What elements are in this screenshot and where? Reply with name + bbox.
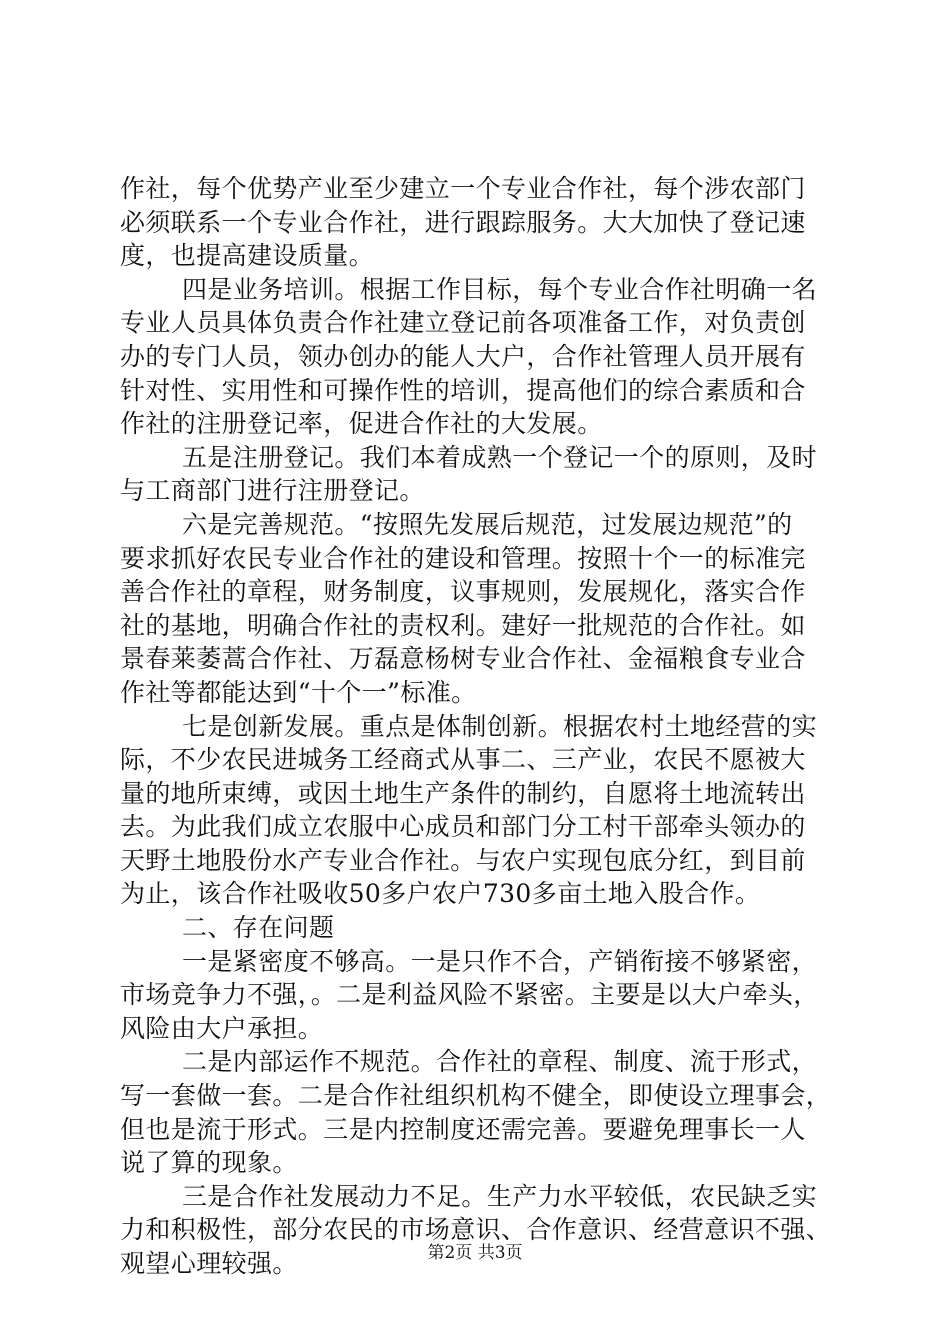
text-line: 善合作社的章程，财务制度，议事规则，发展规化，落实合作: [120, 577, 806, 607]
text-line: 度，也提高建设质量。: [120, 241, 375, 271]
text-line: 要求抓好农民专业合作社的建设和管理。按照十个一的标准完: [120, 543, 806, 573]
page-number: 第2页 共3页: [427, 1243, 523, 1263]
text-line: 作社等都能达到“十个一”标准。: [120, 677, 477, 707]
text-line: 五是注册登记。我们本着成熟一个登记一个的原则，及时: [182, 442, 818, 472]
text-line: 作社的注册登记率，促进合作社的大发展。: [120, 409, 603, 439]
text-line: 但也是流于形式。三是内控制度还需完善。要避免理事长一人: [120, 1114, 806, 1144]
text-line: 市场竞争力不强，。二是利益风险不紧密。主要是以大户牵头，: [120, 980, 819, 1010]
text-line: 三是合作社发展动力不足。生产力水平较低，农民缺乏实: [182, 1181, 818, 1211]
text-line: 二是内部运作不规范。合作社的章程、制度、流于形式，: [182, 1047, 818, 1077]
text-line: 专业人员具体负责合作社建立登记前各项准备工作，对负责创: [120, 308, 806, 338]
text-line: 风险由大户承担。: [120, 1013, 324, 1043]
text-line: 为止，该合作社吸收50多户农户730多亩土地入股合作。: [120, 879, 761, 909]
text-line: 写一套做一套。二是合作社组织机构不健全，即使设立理事会，: [120, 1081, 832, 1111]
text-line: 景春莱萎蒿合作社、万磊意杨树专业合作社、金福粮食专业合: [120, 644, 806, 674]
text-line: 一是紧密度不够高。一是只作不合，产销衔接不够紧密，: [182, 946, 818, 976]
text-line: 去。为此我们成立农服中心成员和部门分工村干部牵头领办的: [120, 812, 806, 842]
document-body: [120, 172, 832, 1281]
text-line: 际，不少农民进城务工经商式从事二、三产业，农民不愿被大: [120, 745, 806, 775]
text-line: 必须联系一个专业合作社，进行跟踪服务。大大加快了登记速: [120, 207, 806, 237]
text-line: 四是业务培训。根据工作目标，每个专业合作社明确一名: [182, 274, 818, 304]
text-line: 天野土地股份水产专业合作社。与农户实现包底分红，到目前: [120, 845, 806, 875]
text-line: 与工商部门进行注册登记。: [120, 476, 425, 506]
text-line: 观望心理较强。: [120, 1249, 298, 1278]
text-line: 二、存在问题: [182, 913, 335, 943]
text-line: 量的地所束缚，或因土地生产条件的制约，自愿将土地流转出: [120, 778, 806, 808]
text-line: 社的基地，明确合作社的责权利。建好一批规范的合作社。如: [120, 610, 806, 640]
text-line: 七是创新发展。重点是体制创新。根据农村土地经营的实: [182, 711, 818, 741]
text-line: 办的专门人员，领办创办的能人大户，合作社管理人员开展有: [120, 341, 806, 371]
text-line: 说了算的现象。: [120, 1148, 298, 1178]
text-line: 作社，每个优势产业至少建立一个专业合作社，每个涉农部门: [120, 174, 806, 203]
text-line: 针对性、实用性和可操作性的培训，提高他们的综合素质和合: [120, 375, 806, 405]
text-line: 力和积极性，部分农民的市场意识、合作意识、经营意识不强、: [120, 1215, 832, 1245]
text-line: 六是完善规范。“按照先发展后规范，过发展边规范”的: [182, 509, 793, 539]
